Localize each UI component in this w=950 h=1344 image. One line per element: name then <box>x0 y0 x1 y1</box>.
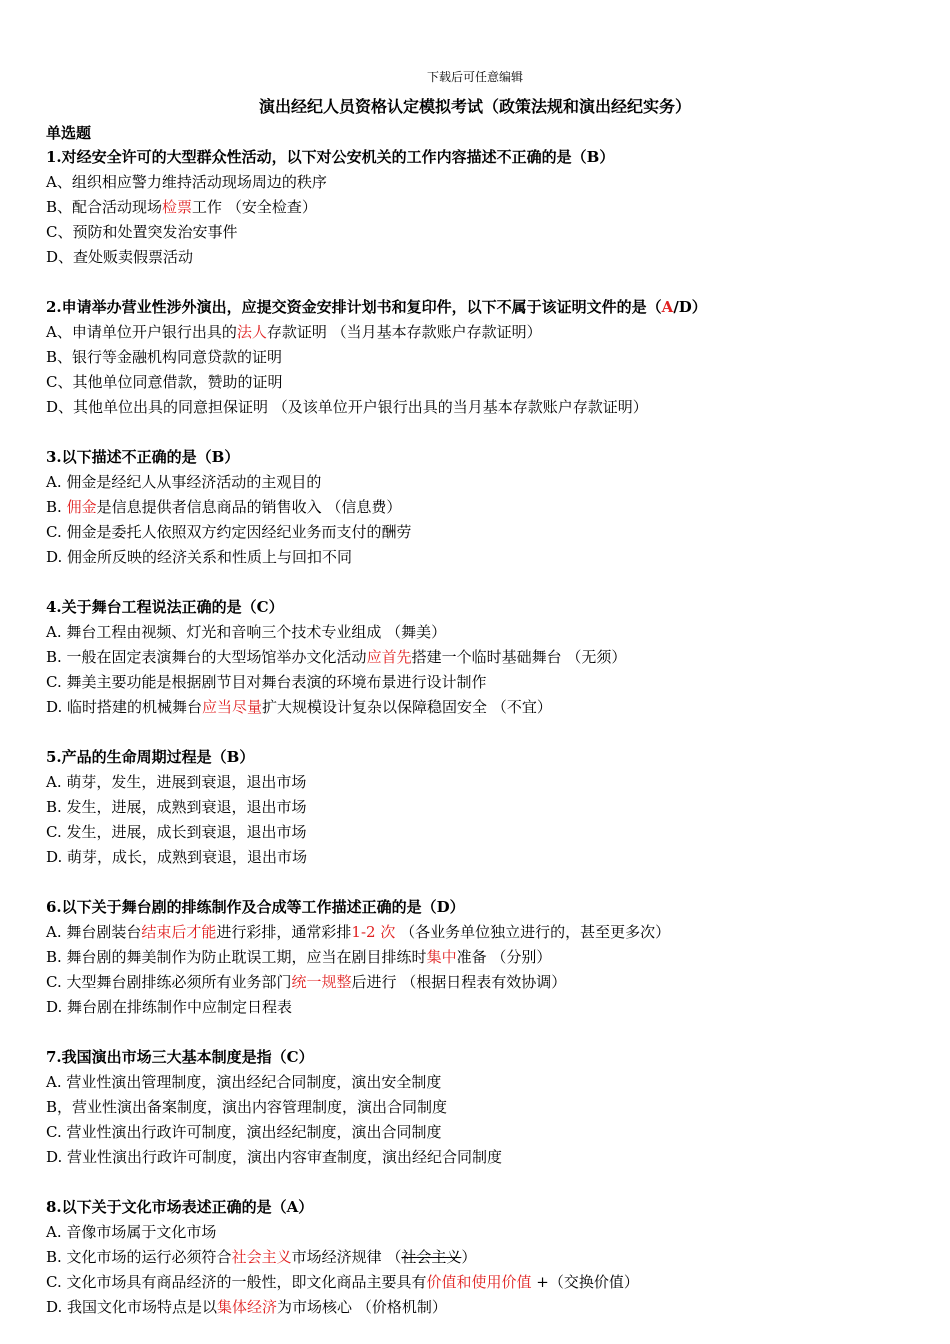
answer-option <box>46 995 926 1020</box>
text-segment: D. 营业性演出行政许可制度，演出内容审查制度，演出经纪合同制度 <box>46 1148 503 1166</box>
text-segment: C、预防和处置突发治安事件 <box>46 223 238 241</box>
text-segment: A. 舞台工程由视频、灯光和音响三个技术专业组成 （舞美） <box>46 623 447 641</box>
highlighted-text: 结束后才能 <box>141 923 217 941</box>
text-segment: 后进行 （根据日程表有效协调） <box>351 973 567 991</box>
answer-option <box>46 470 926 495</box>
answer-option <box>46 395 926 420</box>
text-segment: 工作 （安全检查） <box>192 198 317 216</box>
text-segment: D. 临时搭建的机械舞台 <box>46 698 203 716</box>
text-segment: A. 营业性演出管理制度，演出经纪合同制度，演出安全制度 <box>46 1073 442 1091</box>
highlighted-text: 应首先 <box>366 648 412 666</box>
text-segment: A. 萌芽，发生，进展到衰退，退出市场 <box>46 773 307 791</box>
question-block <box>46 295 926 445</box>
answer-option <box>46 770 926 795</box>
text-segment: C. 文化市场具有商品经济的一般性，即文化商品主要具有 <box>46 1273 427 1291</box>
answer-option <box>46 820 926 845</box>
text-segment: 是信息提供者信息商品的销售收入 （信息费） <box>96 498 402 516</box>
spacer <box>46 270 926 295</box>
question-title <box>46 1045 926 1070</box>
answer-option <box>46 1070 926 1095</box>
answer-option <box>46 970 926 995</box>
highlighted-text: 社会主义 <box>231 1248 292 1266</box>
text-segment: C. 营业性演出行政许可制度，演出经纪制度，演出合同制度 <box>46 1123 442 1141</box>
text-segment: 8.以下关于文化市场表述正确的是（A） <box>46 1198 314 1216</box>
text-segment: 搭建一个临时基础舞台 （无须） <box>411 648 627 666</box>
text-segment: 进行彩排，通常彩排 <box>216 923 352 941</box>
answer-option <box>46 245 926 270</box>
question-block <box>46 595 926 745</box>
text-segment: B. 一般在固定表演舞台的大型场馆举办文化活动 <box>46 648 367 666</box>
text-segment: C. 大型舞台剧排练必须所有业务部门 <box>46 973 292 991</box>
question-title <box>46 895 926 920</box>
answer-option <box>46 1120 926 1145</box>
struck-text: 社会主义 <box>401 1248 462 1266</box>
text-segment: B、配合活动现场 <box>46 198 163 216</box>
question-title <box>46 445 926 470</box>
spacer <box>46 1170 926 1195</box>
text-segment: D、查处贩卖假票活动 <box>46 248 194 266</box>
header-note: 下载后可任意编辑 <box>426 70 523 84</box>
text-segment: C、其他单位同意借款，赞助的证明 <box>46 373 283 391</box>
text-segment: 4.关于舞台工程说法正确的是（C） <box>46 598 284 616</box>
answer-option <box>46 620 926 645</box>
text-segment: A. 音像市场属于文化市场 <box>46 1223 217 1241</box>
answer-option <box>46 220 926 245</box>
answer-option <box>46 1145 926 1170</box>
question-title <box>46 1195 926 1220</box>
answer-option <box>46 1095 926 1120</box>
text-segment: 为市场核心 （价格机制） <box>277 1298 447 1316</box>
question-block <box>46 1045 926 1195</box>
highlighted-text: 集中 <box>426 948 457 966</box>
text-segment: B. 舞台剧的舞美制作为防止耽误工期，应当在剧目排练时 <box>46 948 427 966</box>
answer-option <box>46 545 926 570</box>
text-segment: /D） <box>673 298 707 316</box>
highlighted-text: 集体经济 <box>217 1298 278 1316</box>
text-segment: （各业务单位独立进行的，甚至更多次） <box>395 923 671 941</box>
highlighted-text: 佣金 <box>66 498 97 516</box>
spacer <box>46 720 926 745</box>
highlighted-text: 检票 <box>162 198 193 216</box>
highlighted-text: 法人 <box>236 323 267 341</box>
text-segment: C. 发生，进展，成长到衰退，退出市场 <box>46 823 307 841</box>
text-segment: 准备 （分别） <box>456 948 552 966</box>
text-segment: 5.产品的生命周期过程是（B） <box>46 748 255 766</box>
answer-option <box>46 345 926 370</box>
text-segment: A、申请单位开户银行出具的 <box>46 323 237 341</box>
text-segment: B. <box>46 498 67 516</box>
answer-option <box>46 370 926 395</box>
spacer <box>46 420 926 445</box>
text-segment: B. 文化市场的运行必须符合 <box>46 1248 232 1266</box>
highlighted-text: 价值和使用价值 <box>426 1273 532 1291</box>
answer-option <box>46 1270 926 1295</box>
highlighted-text: 统一规整 <box>291 973 352 991</box>
text-segment: ） <box>461 1248 477 1266</box>
answer-option <box>46 1245 926 1270</box>
text-segment: 市场经济规律 （ <box>291 1248 402 1266</box>
answer-option <box>46 495 926 520</box>
spacer <box>46 570 926 595</box>
highlighted-text: 1-2 次 <box>351 923 396 941</box>
text-segment: +（交换价值） <box>531 1273 639 1291</box>
spacer <box>46 1020 926 1045</box>
text-segment: A. 佣金是经纪人从事经济活动的主观目的 <box>46 473 322 491</box>
text-segment: D. 萌芽，成长，成熟到衰退，退出市场 <box>46 848 308 866</box>
text-segment: D、其他单位出具的同意担保证明 （及该单位开户银行出具的当月基本存款账户存款证明） <box>46 398 648 416</box>
question-title <box>46 295 926 320</box>
question-block <box>46 1195 926 1320</box>
document-title: 演出经纪人员资格认定模拟考试（政策法规和演出经纪实务） <box>258 97 691 116</box>
answer-option <box>46 170 926 195</box>
answer-option <box>46 645 926 670</box>
text-segment: 1.对经安全许可的大型群众性活动，以下对公安机关的工作内容描述不正确的是（B） <box>46 148 615 166</box>
section-label: 单选题 <box>46 124 92 142</box>
text-segment: B、银行等金融机构同意贷款的证明 <box>46 348 283 366</box>
answer-option <box>46 670 926 695</box>
text-segment: C. 舞美主要功能是根据剧节目对舞台表演的环境布景进行设计制作 <box>46 673 487 691</box>
answer-option <box>46 920 926 945</box>
text-segment: 扩大规模设计复杂以保障稳固安全 （不宜） <box>262 698 552 716</box>
question-title <box>46 595 926 620</box>
answer-option <box>46 1220 926 1245</box>
question-title <box>46 145 926 170</box>
document-body <box>46 121 926 1320</box>
question-list <box>46 145 926 1320</box>
text-segment: 2.申请举办营业性涉外演出，应提交资金安排计划书和复印件，以下不属于该证明文件的是（ <box>46 298 662 316</box>
text-segment: B. 发生，进展，成熟到衰退，退出市场 <box>46 798 307 816</box>
answer-option <box>46 695 926 720</box>
spacer <box>46 870 926 895</box>
question-title <box>46 745 926 770</box>
text-segment: A. 舞台剧装台 <box>46 923 142 941</box>
text-segment: D. 我国文化市场特点是以 <box>46 1298 218 1316</box>
highlighted-text: A <box>661 298 674 316</box>
answer-option <box>46 320 926 345</box>
answer-option <box>46 1295 926 1320</box>
text-segment: 存款证明 （当月基本存款账户存款证明） <box>266 323 542 341</box>
text-segment: D. 舞台剧在排练制作中应制定日程表 <box>46 998 293 1016</box>
text-segment: C. 佣金是委托人依照双方约定因经纪业务而支付的酬劳 <box>46 523 412 541</box>
answer-option <box>46 195 926 220</box>
answer-option <box>46 945 926 970</box>
answer-option <box>46 520 926 545</box>
question-block <box>46 445 926 595</box>
answer-option <box>46 845 926 870</box>
text-segment: D. 佣金所反映的经济关系和性质上与回扣不同 <box>46 548 353 566</box>
text-segment: 3.以下描述不正确的是（B） <box>46 448 240 466</box>
highlighted-text: 应当尽量 <box>202 698 263 716</box>
answer-option <box>46 795 926 820</box>
question-block <box>46 895 926 1045</box>
text-segment: 7.我国演出市场三大基本制度是指（C） <box>46 1048 314 1066</box>
question-block <box>46 145 926 295</box>
text-segment: A、组织相应警力维持活动现场周边的秩序 <box>46 173 327 191</box>
text-segment: 6.以下关于舞台剧的排练制作及合成等工作描述正确的是（D） <box>46 898 465 916</box>
question-block <box>46 745 926 895</box>
text-segment: B，营业性演出备案制度，演出内容管理制度，演出合同制度 <box>46 1098 448 1116</box>
